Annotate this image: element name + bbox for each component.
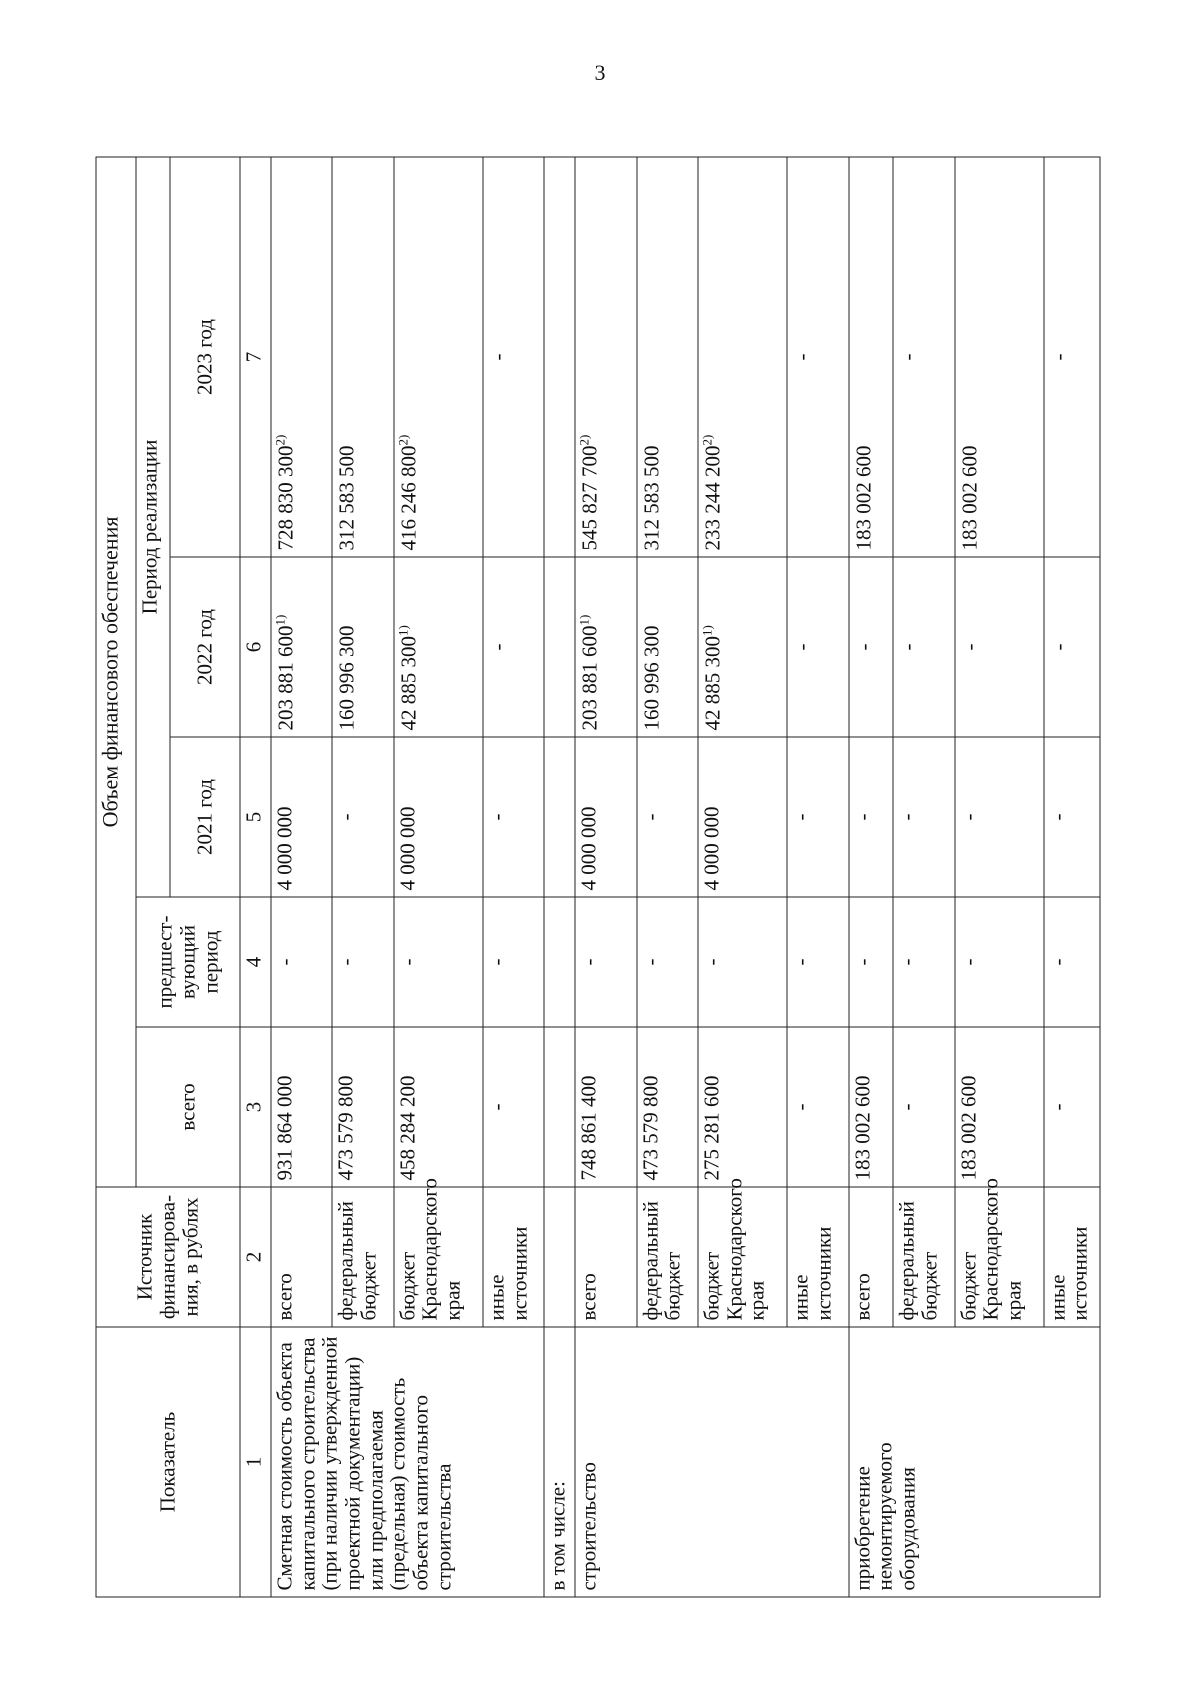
source-cell: бюджет Краснодарского края [955,1187,1044,1327]
header-source: Источник финансирова- ния, в рублях [96,1187,240,1327]
prior-cell: - [955,897,1044,1027]
table-row [575,157,636,1597]
y2023-cell: 183 002 600 [955,157,1044,557]
prior-cell: - [637,897,698,1027]
prior-cell: - [483,897,544,1027]
financing-table [96,156,1101,1597]
y2021-cell: - [849,737,894,897]
y2022-cell: 160 996 300 [332,557,393,737]
group-label: приобретение немонтируемого оборудования [849,1327,1100,1597]
y2023-cell: - [893,157,954,557]
group-label: Сметная стоимость объекта капитального строительства (при наличии утвержденной проектной документации) или предполагаемая (предельная) стоимость объекта капитального строительства [271,1327,544,1597]
y2021-cell: - [955,737,1044,897]
y2021-cell: - [332,737,393,897]
total-cell: 931 864 000 [271,1027,332,1187]
total-cell: 183 002 600 [849,1027,894,1187]
table-row [544,157,575,1597]
column-index: 7 [240,157,271,557]
prior-cell: - [1044,897,1100,1027]
total-cell: - [787,1027,848,1187]
y2021-cell: 4 000 000 [698,737,787,897]
total-cell: - [483,1027,544,1187]
header-volume: Объем финансового обеспечения [96,157,136,1187]
column-index: 6 [240,557,271,737]
total-cell: 473 579 800 [332,1027,393,1187]
header-year-2023: 2023 год [170,157,240,557]
prior-cell: - [394,897,483,1027]
prior-cell: - [698,897,787,1027]
source-cell: федеральный бюджет [332,1187,393,1327]
y2022-cell: 42 885 300$^{1)}$ [698,557,787,737]
group-label: в том числе: [544,1327,575,1597]
header-indicator: Показатель [96,1327,240,1597]
y2022-cell: - [893,557,954,737]
source-cell: иные источники [1044,1187,1100,1327]
column-index-row [240,157,271,1597]
source-cell: бюджет Краснодарского края [698,1187,787,1327]
total-cell: - [893,1027,954,1187]
source-cell: федеральный бюджет [637,1187,698,1327]
y2022-cell: - [849,557,894,737]
total-cell: 275 281 600 [698,1027,787,1187]
empty-cell [544,897,575,1027]
y2021-cell: - [637,737,698,897]
table-row [849,157,894,1597]
empty-cell [544,1027,575,1187]
rotated-table-container [96,158,1101,1598]
header-year-2021: 2021 год [170,737,240,897]
y2022-cell: - [483,557,544,737]
header-year-2022: 2022 год [170,557,240,737]
prior-cell: - [849,897,894,1027]
column-index: 1 [240,1327,271,1597]
prior-cell: - [332,897,393,1027]
y2021-cell: 4 000 000 [394,737,483,897]
header-total: всего [136,1027,240,1187]
source-cell: всего [575,1187,636,1327]
source-cell: иные источники [787,1187,848,1327]
total-cell: 748 861 400 [575,1027,636,1187]
source-cell: бюджет Краснодарского края [394,1187,483,1327]
y2021-cell: 4 000 000 [271,737,332,897]
y2021-cell: - [893,737,954,897]
y2021-cell: - [1044,737,1100,897]
y2021-cell: - [787,737,848,897]
total-cell: 183 002 600 [955,1027,1044,1187]
total-cell: - [1044,1027,1100,1187]
y2023-cell: - [1044,157,1100,557]
y2023-cell: - [787,157,848,557]
y2023-cell: 312 583 500 [637,157,698,557]
empty-cell [544,557,575,737]
group-label: строительство [575,1327,848,1597]
prior-cell: - [787,897,848,1027]
table-row [271,157,332,1597]
column-index: 4 [240,897,271,1027]
source-cell: иные источники [483,1187,544,1327]
prior-cell: - [575,897,636,1027]
y2023-cell: 545 827 700$^{2)}$ [575,157,636,557]
y2022-cell: 203 881 600$^{1)}$ [575,557,636,737]
y2022-cell: - [1044,557,1100,737]
y2023-cell: 233 244 200$^{2)}$ [698,157,787,557]
header-period: Период реализации [136,157,170,897]
y2023-cell: 416 246 800$^{2)}$ [394,157,483,557]
source-cell: федеральный бюджет [893,1187,954,1327]
y2022-cell: 203 881 600$^{1)}$ [271,557,332,737]
prior-cell: - [893,897,954,1027]
y2022-cell: 160 996 300 [637,557,698,737]
y2023-cell: - [483,157,544,557]
empty-cell [544,737,575,897]
y2021-cell: - [483,737,544,897]
page-number: 3 [594,60,606,85]
source-cell: всего [271,1187,332,1327]
y2023-cell: 728 830 300$^{2)}$ [271,157,332,557]
y2021-cell: 4 000 000 [575,737,636,897]
y2022-cell: - [787,557,848,737]
source-cell: всего [849,1187,894,1327]
total-cell: 473 579 800 [637,1027,698,1187]
empty-cell [544,157,575,557]
prior-cell: - [271,897,332,1027]
column-index: 3 [240,1027,271,1187]
y2022-cell: 42 885 300$^{1)}$ [394,557,483,737]
total-cell: 458 284 200 [394,1027,483,1187]
column-index: 2 [240,1187,271,1327]
y2023-cell: 312 583 500 [332,157,393,557]
column-index: 5 [240,737,271,897]
header-prior: предшест- вующий период [136,897,240,1027]
y2023-cell: 183 002 600 [849,157,894,557]
y2022-cell: - [955,557,1044,737]
empty-cell [544,1187,575,1327]
